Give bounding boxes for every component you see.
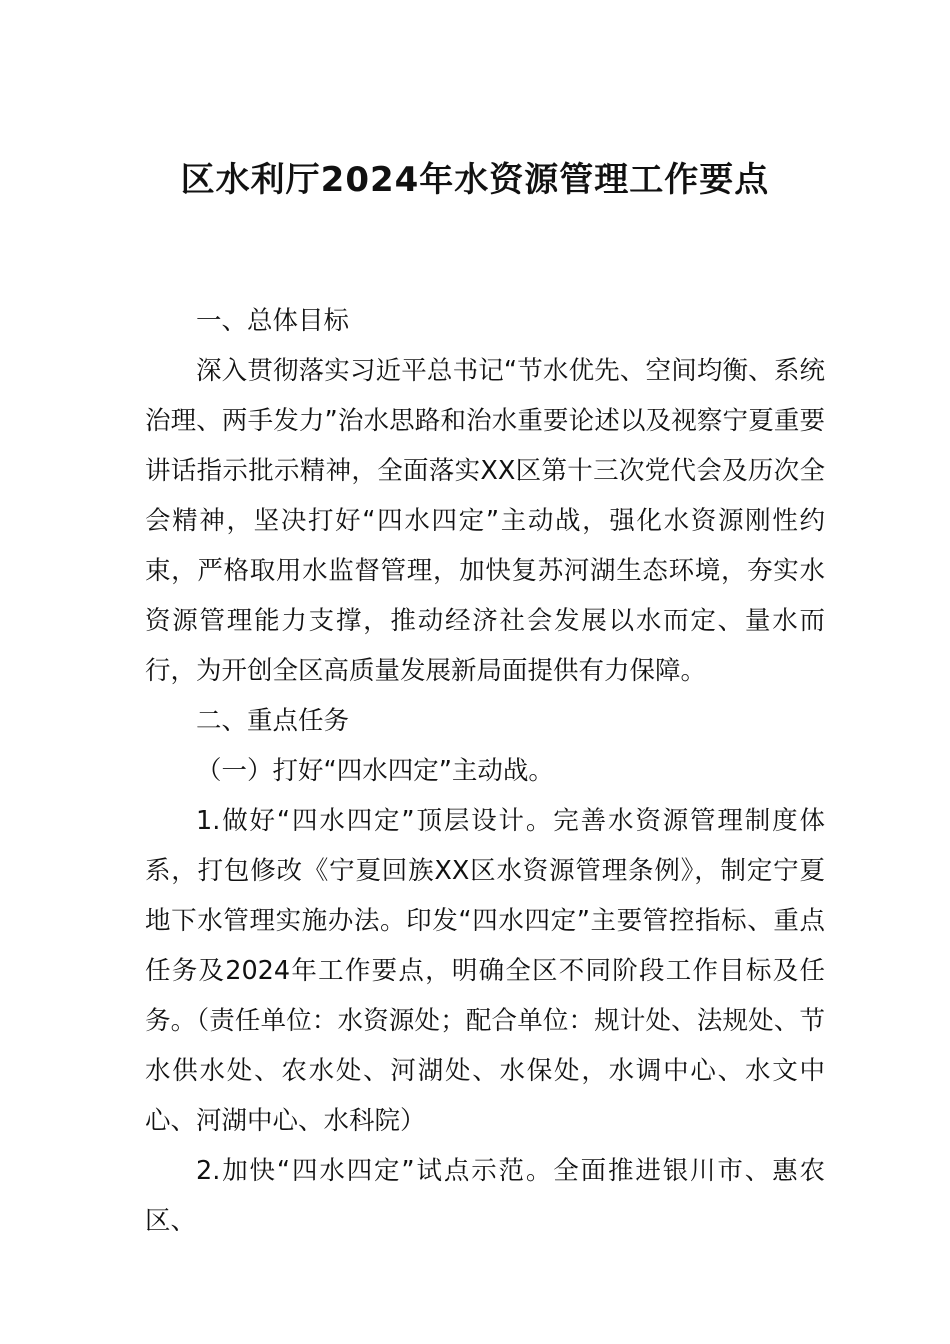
- document-body: [145, 296, 825, 1246]
- section-heading-key-tasks: 二、重点任务: [196, 706, 350, 736]
- section-heading-overall-goal: 一、总体目标: [196, 306, 350, 336]
- task-item-2-paragraph: 2.加快“四水四定”试点示范。全面推进银川市、惠农区、: [145, 1156, 825, 1236]
- subsection-heading-1: （一）打好“四水四定”主动战。: [196, 756, 554, 786]
- task-item-1-paragraph: 1.做好“四水四定”顶层设计。完善水资源管理制度体系，打包修改《宁夏回族XX区水资源管理条例》，制定宁夏地下水管理实施办法。印发“四水四定”主要管控指标、重点任务及2024年工作要点，明确全区不同阶段工作目标及任务。（责任单位：水资源处；配合单位：规计处、法规处、节水供水处、农水处、河湖处、水保处，水调中心、水文中心、河湖中心、水科院）: [145, 806, 825, 1136]
- overall-goal-paragraph: 深入贯彻落实习近平总书记“节水优先、空间均衡、系统治理、两手发力”治水思路和治水重要论述以及视察宁夏重要讲话指示批示精神，全面落实XX区第十三次党代会及历次全会精神，坚决打好“四水四定”主动战，强化水资源刚性约束，严格取用水监督管理，加快复苏河湖生态环境，夯实水资源管理能力支撑，推动经济社会发展以水而定、量水而行，为开创全区高质量发展新局面提供有力保障。: [145, 356, 825, 686]
- document-title: 区水利厅2024年水资源管理工作要点: [180, 160, 770, 200]
